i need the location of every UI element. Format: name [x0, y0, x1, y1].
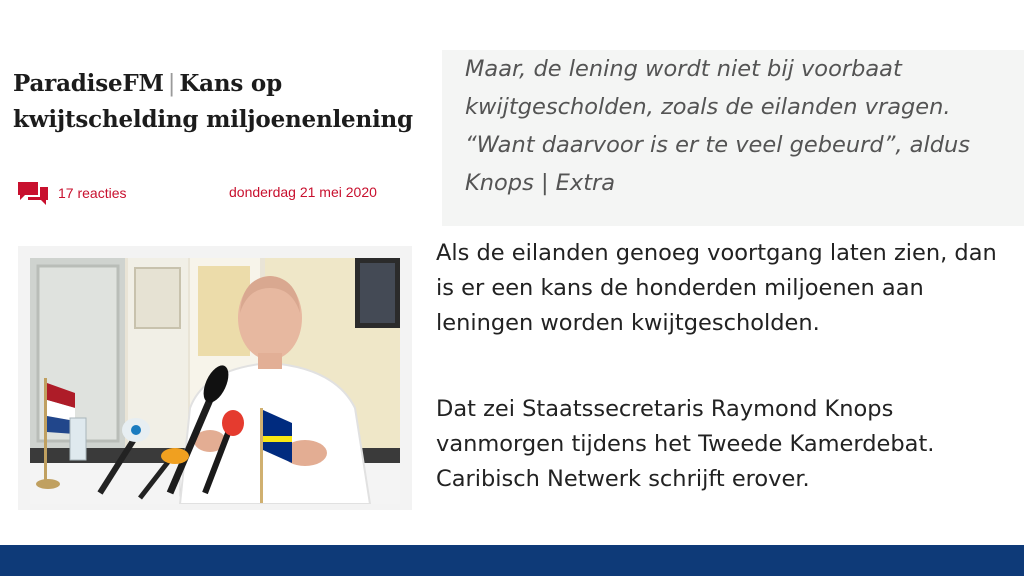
article-card: [0, 0, 420, 545]
bottom-bar: [0, 545, 1024, 576]
comments-link[interactable]: [16, 180, 126, 206]
comments-count: 17 reacties: [58, 185, 127, 201]
comments-icon: [16, 180, 50, 206]
article-photo: [30, 258, 400, 504]
headline-source: ParadiseFM: [13, 70, 164, 97]
article-headline[interactable]: [13, 66, 413, 137]
headline-title: Kans op kwijtschelding miljoenenlening: [13, 70, 413, 133]
article-photo-frame: [18, 246, 412, 510]
quote-box: [442, 50, 1024, 226]
headline-separator: |: [167, 71, 176, 97]
body-paragraph: Als de eilanden genoeg voortgang laten zien, dan is er een kans de honderden miljoenen aan leningen worden kwijtgescholden.: [436, 240, 997, 336]
quote-text: Maar, de lening wordt niet bij voorbaat kwijtgescholden, zoals de eilanden vragen. “Want daarvoor is er te veel gebeurd”, aldus Knops | Extra: [465, 56, 970, 196]
body-paragraph: Dat zei Staatssecretaris Raymond Knops vanmorgen tijdens het Tweede Kamerdebat. Caribisch Netwerk schrijft erover.: [436, 396, 935, 492]
article-date: donderdag 21 mei 2020: [229, 184, 377, 200]
